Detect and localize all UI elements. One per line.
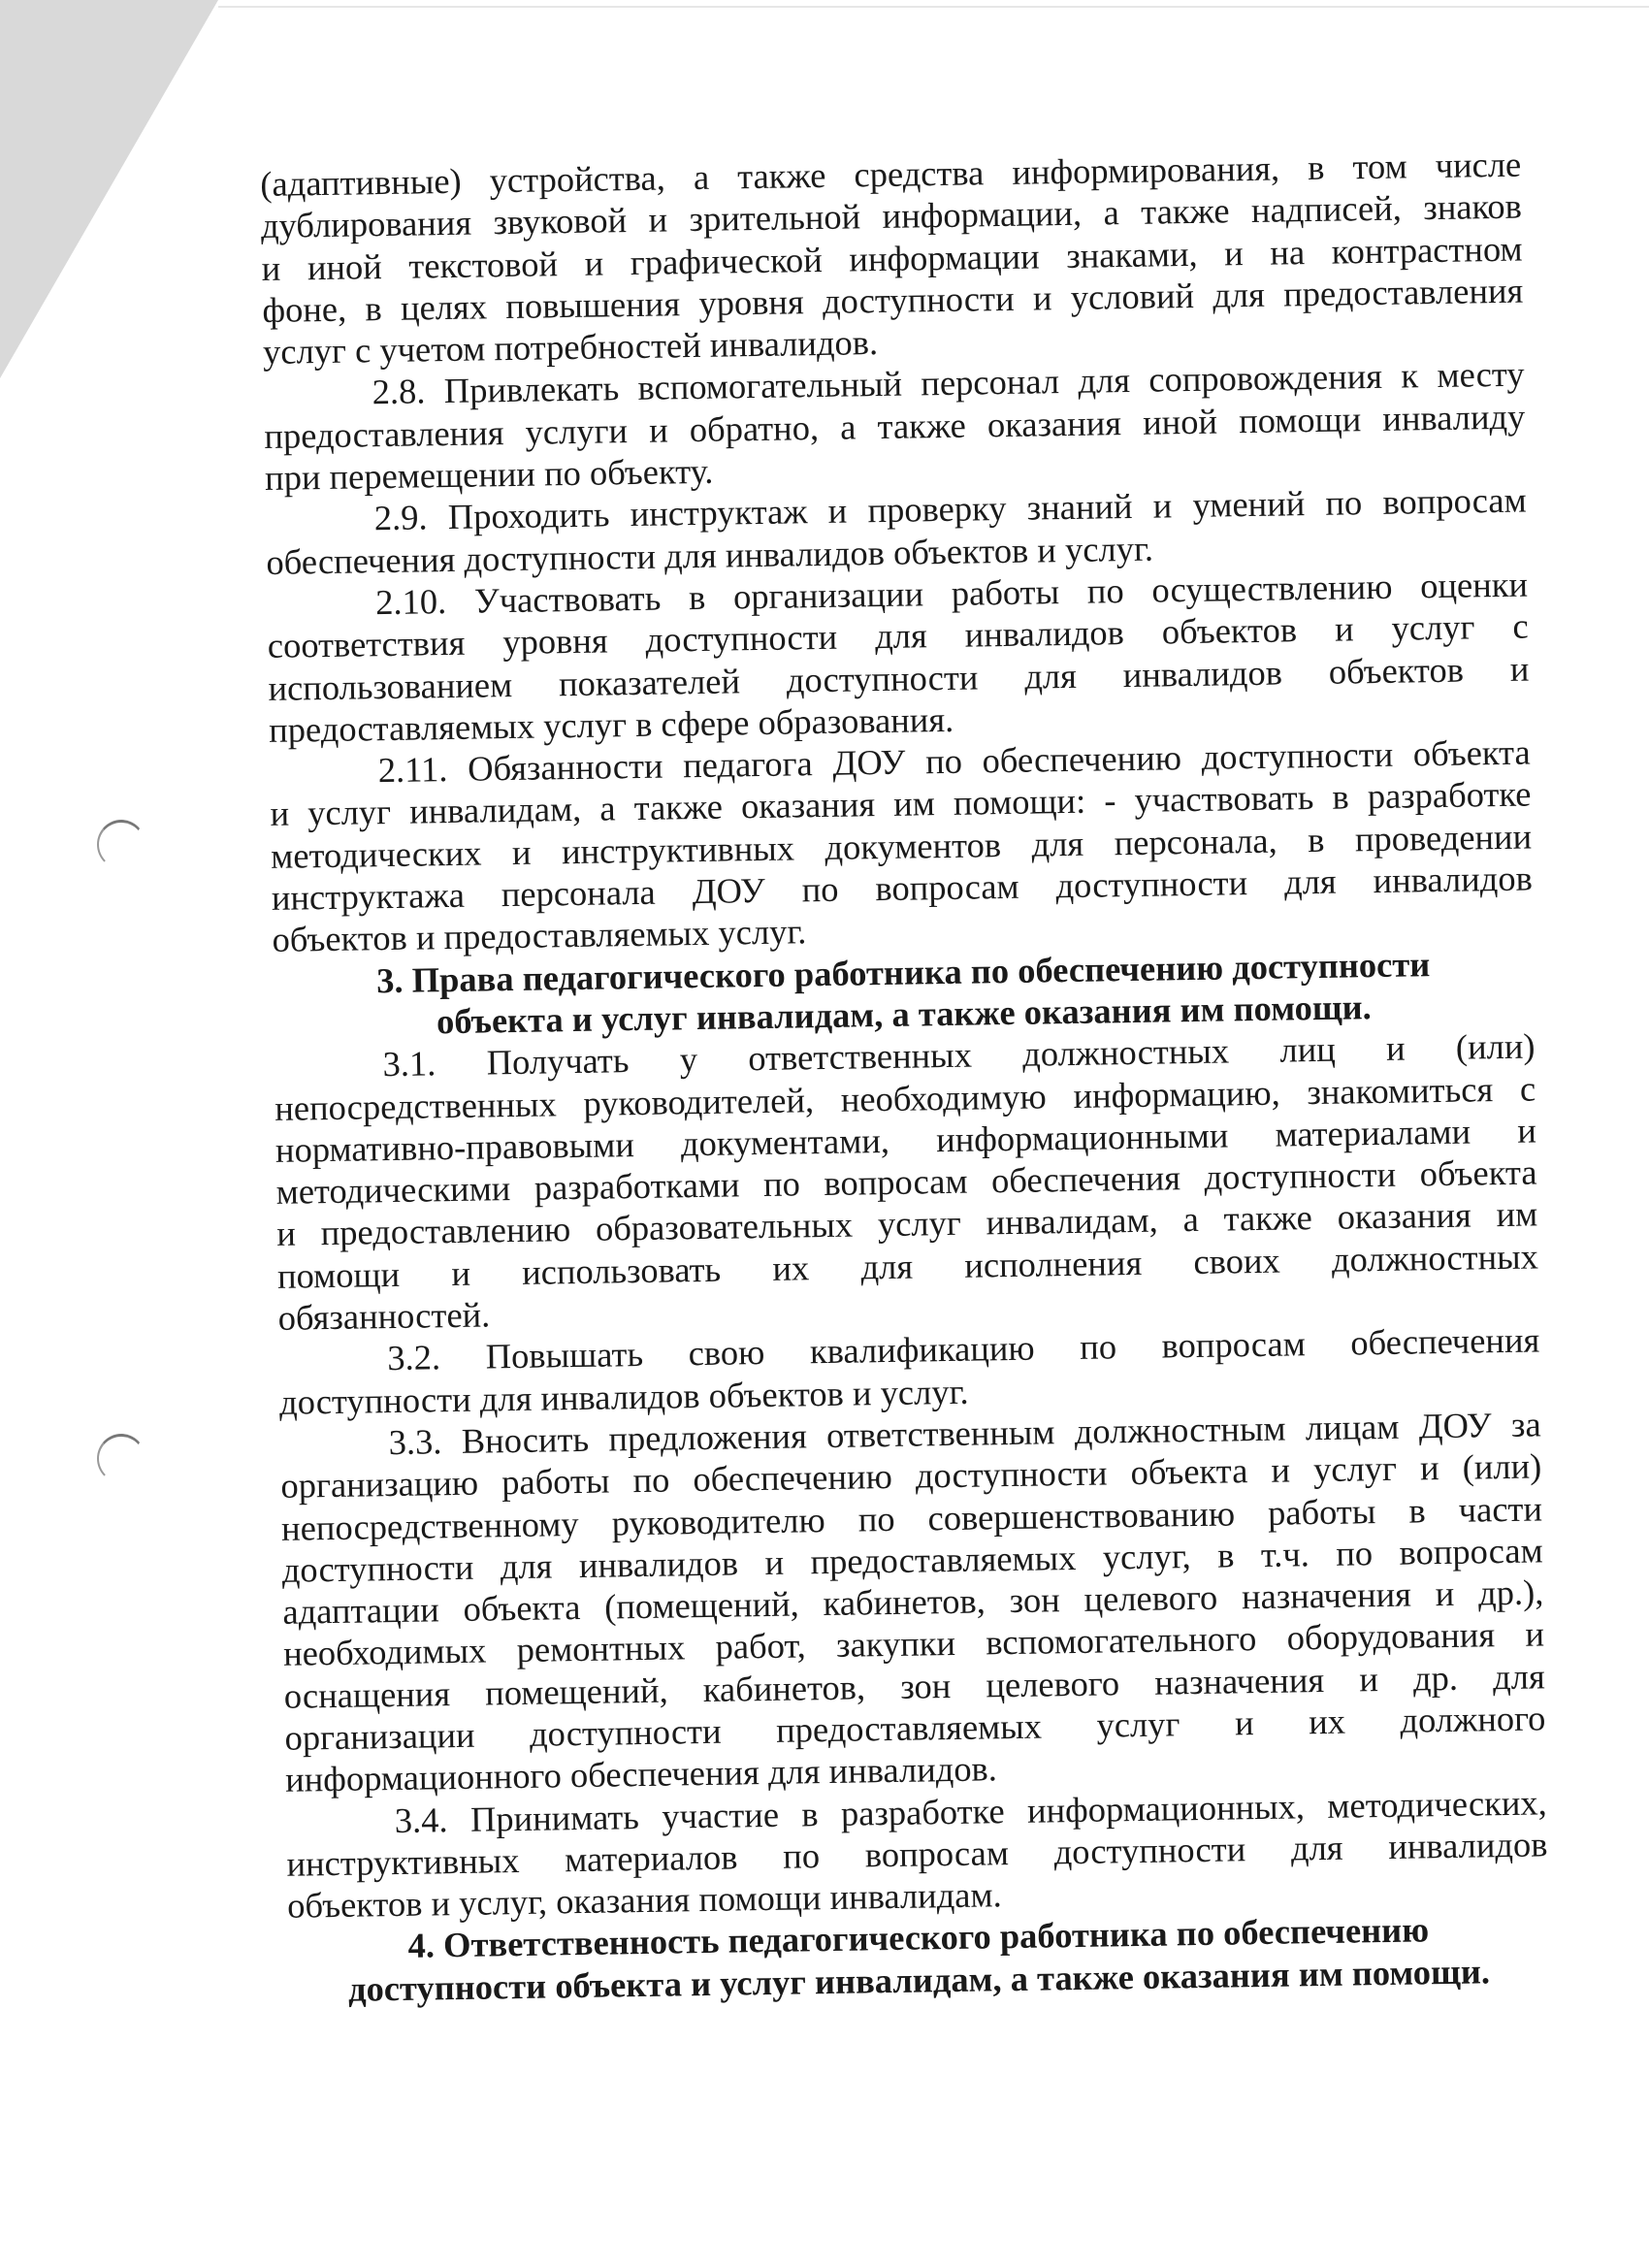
text-line: необходимых ремонтных работ, закупки вспомогательного оборудования и (282, 1613, 1545, 1674)
text-line: 3.4. Принимать участие в разработке информационных, методических, (394, 1781, 1548, 1840)
text-line: 3. Права педагогического работника по обеспечению доступности (375, 943, 1431, 1000)
text-line: (адаптивные) устройства, а также средства информирования, в том числе (260, 144, 1522, 204)
document-page (260, 144, 1550, 2011)
text-line: обязанностей. (277, 1294, 491, 1338)
text-line: 3.1. Получать у ответственных должностных лиц и (или) (382, 1025, 1536, 1085)
paragraph (279, 1403, 1546, 1800)
text-line: 4. Ответственность педагогического работника по обеспечению (407, 1909, 1430, 1966)
text-line: использованием показателей доступности для инвалидов объектов и (268, 648, 1530, 708)
punch-hole-icon (97, 1434, 146, 1483)
text-line: услуг с учетом потребностей инвалидов. (262, 322, 879, 373)
text-line: методическими разработками по вопросам обеспечения доступности объекта (275, 1151, 1537, 1212)
text-line: фоне, в целях повышения уровня доступности и условий для предоставления (262, 270, 1524, 330)
text-line: 2.9. Проходить инструктаж и проверку знаний и умений по вопросам (373, 479, 1527, 538)
text-line: 2.11. Обязанности педагога ДОУ по обеспечению доступности объекта (377, 731, 1532, 791)
text-line: объекта и услуг инвалидам, а также оказания им помощи. (436, 987, 1373, 1042)
paragraph (286, 1781, 1549, 1927)
text-line: и предоставлению образовательных услуг инвалидам, а также оказания им (276, 1193, 1538, 1254)
text-line: организацию работы по обеспечению доступности объекта и услуг и (или) (280, 1445, 1542, 1507)
text-line: 3.3. Вносить предложения ответственным должностным лицам ДОУ за (388, 1404, 1541, 1462)
text-line: предоставляемых услуг в сфере образования. (268, 698, 954, 750)
paragraph (274, 1025, 1539, 1339)
text-line: методических и инструктивных документов для персонала, в проведении (270, 816, 1533, 876)
text-line: инструктажа персонала ДОУ по вопросам доступности для инвалидов (271, 858, 1534, 918)
text-line: доступности для инвалидов объектов и услуг. (278, 1371, 969, 1422)
text-line: 2.8. Привлекать вспомогательный персонал для сопровождения к месту (372, 354, 1525, 412)
text-line: доступности объекта и услуг инвалидам, а также оказания им помощи. (347, 1951, 1491, 2009)
text-line: объектов и услуг, оказания помощи инвалидам. (286, 1874, 1002, 1926)
text-line: предоставления услуги и обратно, а также оказания иной помощи инвалиду (264, 396, 1526, 456)
scan-page-edge (218, 6, 1649, 8)
text-line: доступности для инвалидов и предоставляемых услуг, в т.ч. по вопросам (281, 1530, 1543, 1590)
text-line: 3.2. Повышать свою квалификацию по вопросам обеспечения (387, 1319, 1540, 1378)
text-line: 2.10. Участвовать в организации работы по осуществлению оценки (374, 564, 1529, 623)
text-line: и услуг инвалидам, а также оказания им помощи: - участвовать в разработке (270, 773, 1532, 834)
text-line: непосредственному руководителю по совершенствованию работы в части (280, 1487, 1543, 1548)
text-line: и иной текстовой и графической информации знаками, и на контрастном (261, 228, 1523, 288)
text-line: информационного обеспечения для инвалидов. (284, 1748, 998, 1800)
text-line: при перемещении по объекту. (264, 450, 714, 499)
paragraph (270, 731, 1534, 961)
text-line: обеспечения доступности для инвалидов объектов и услуг. (266, 528, 1154, 582)
text-line: оснащения помещений, кабинетов, зон целевого назначения и др. для (283, 1656, 1545, 1716)
text-line: непосредственных руководителей, необходимую информацию, знакомиться с (274, 1067, 1536, 1128)
paragraph (263, 353, 1526, 499)
text-line: инструктивных материалов по вопросам доступности для инвалидов (286, 1824, 1548, 1884)
text-line: дублирования звуковой и зрительной информации, а также надписей, знаков (260, 185, 1523, 246)
paragraph (260, 144, 1524, 373)
text-line: организации доступности предоставляемых услуг и их должного (284, 1698, 1546, 1758)
text-line: помощи и использовать их для исполнения своих должностных (276, 1236, 1539, 1296)
text-line: нормативно-правовыми документами, информационными материалами и (275, 1110, 1537, 1170)
text-line: соответствия уровня доступности для инвалидов объектов и услуг с (267, 605, 1529, 666)
punch-hole-icon (97, 820, 146, 869)
scan-corner-shadow (0, 0, 218, 378)
text-line: адаптации объекта (помещений, кабинетов, зон целевого назначения и др.), (282, 1571, 1544, 1632)
paragraph (267, 563, 1531, 751)
text-line: объектов и предоставляемых услуг. (272, 911, 807, 960)
